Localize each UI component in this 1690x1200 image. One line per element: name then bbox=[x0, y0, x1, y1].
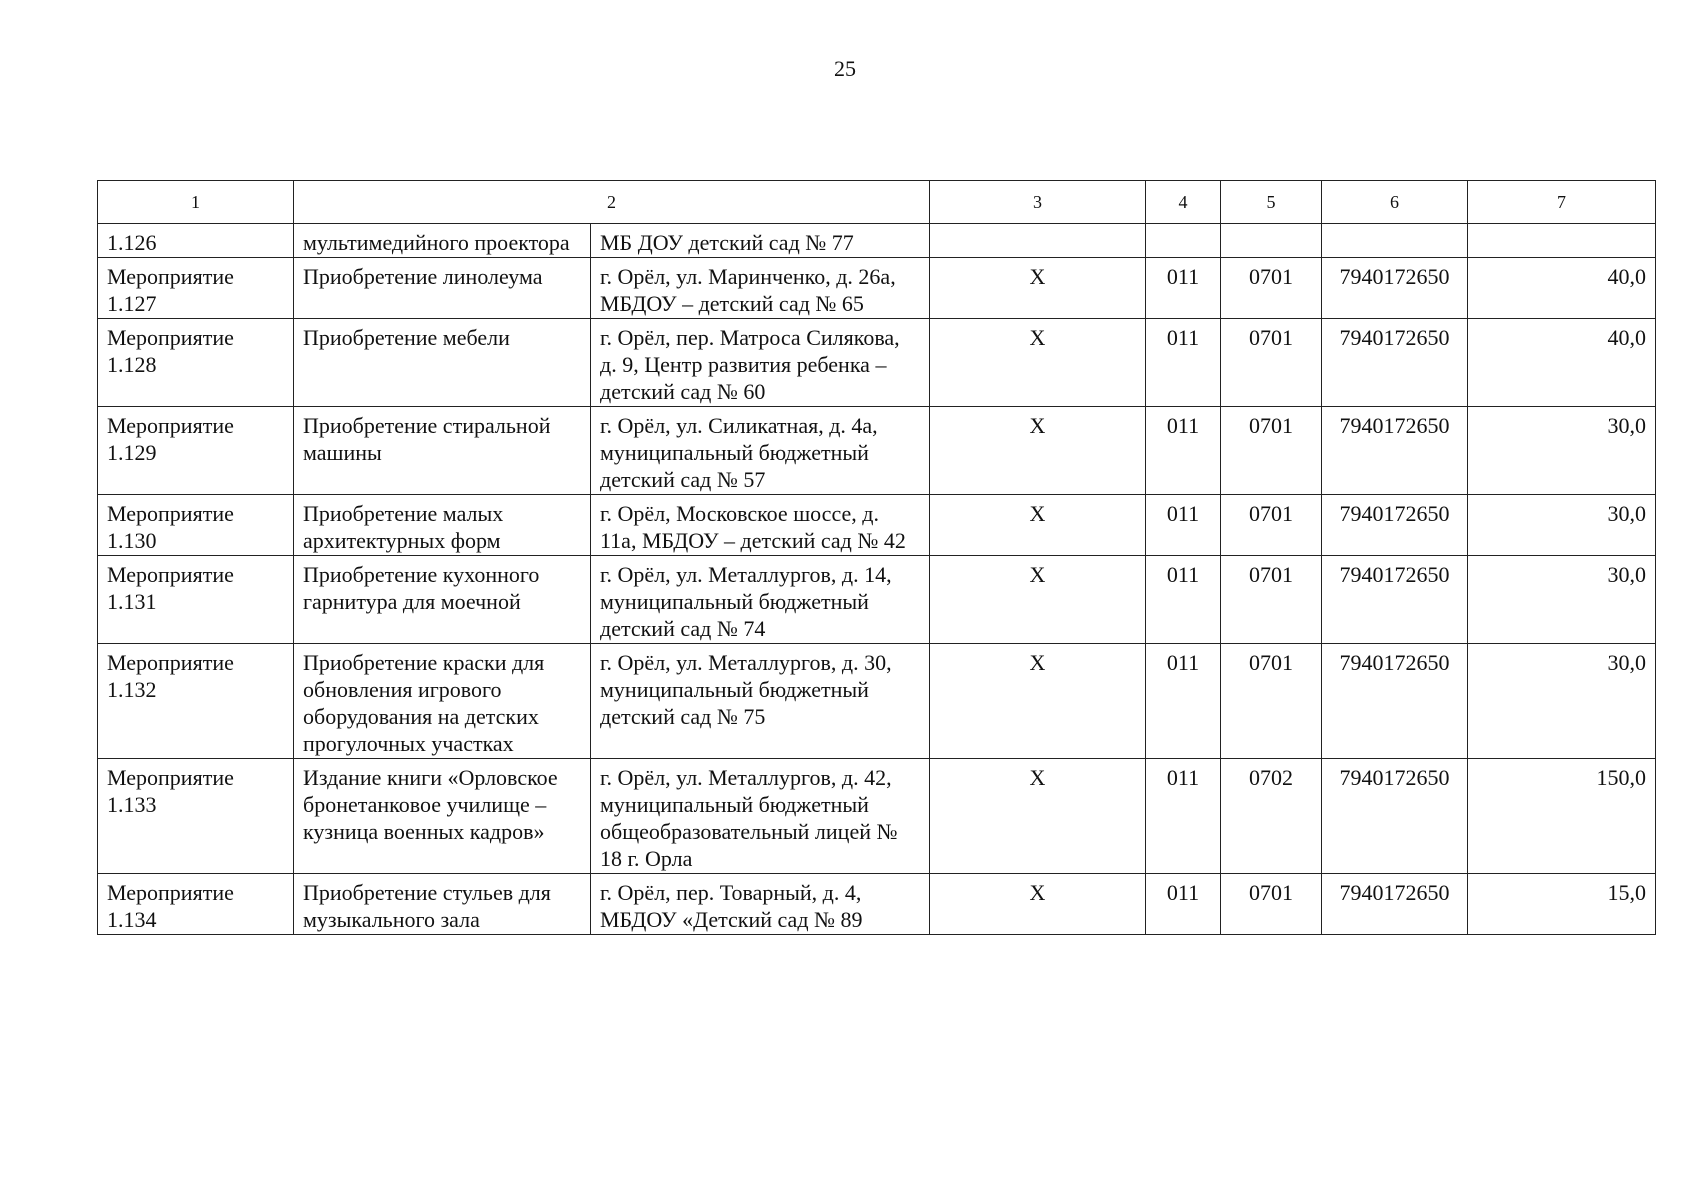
page-number: 25 bbox=[834, 56, 856, 81]
col-3-cell: Х bbox=[930, 258, 1146, 319]
col-5-cell: 0701 bbox=[1221, 644, 1322, 759]
activity-name: Издание книги «Орловское бронетанковое училище – кузница военных кадров» bbox=[294, 759, 591, 874]
table-row bbox=[98, 224, 1656, 258]
col-5-cell: 0701 bbox=[1221, 495, 1322, 556]
col-7-cell: 30,0 bbox=[1468, 644, 1656, 759]
activity-address: г. Орёл, ул. Металлургов, д. 42, муниципальный бюджетный общеобразовательный лицей № 18 г. Орла bbox=[591, 759, 930, 874]
col-6-cell: 7940172650 bbox=[1322, 874, 1468, 935]
header-col-6: 6 bbox=[1322, 181, 1468, 224]
col-3-cell: Х bbox=[930, 759, 1146, 874]
table-row bbox=[98, 319, 1656, 407]
col-5-cell bbox=[1221, 224, 1322, 258]
col-3-cell: Х bbox=[930, 644, 1146, 759]
col-4-cell: 011 bbox=[1146, 644, 1221, 759]
table-row bbox=[98, 644, 1656, 759]
header-row bbox=[98, 181, 1656, 224]
col-3-cell: Х bbox=[930, 556, 1146, 644]
col-6-cell: 7940172650 bbox=[1322, 495, 1468, 556]
col-7-cell: 15,0 bbox=[1468, 874, 1656, 935]
activity-name: мультимедийного проектора bbox=[294, 224, 591, 258]
col-7-cell: 40,0 bbox=[1468, 258, 1656, 319]
col-5-cell: 0701 bbox=[1221, 874, 1322, 935]
col-5-cell: 0701 bbox=[1221, 319, 1322, 407]
activity-name: Приобретение кухонного гарнитура для моечной bbox=[294, 556, 591, 644]
col-7-cell: 30,0 bbox=[1468, 407, 1656, 495]
activity-name: Приобретение краски для обновления игрового оборудования на детских прогулочных участках bbox=[294, 644, 591, 759]
col-7-cell: 30,0 bbox=[1468, 556, 1656, 644]
activity-id: Мероприятие 1.130 bbox=[98, 495, 294, 556]
col-3-cell: Х bbox=[930, 495, 1146, 556]
table-row bbox=[98, 556, 1656, 644]
col-5-cell: 0702 bbox=[1221, 759, 1322, 874]
col-6-cell: 7940172650 bbox=[1322, 759, 1468, 874]
activity-address: г. Орёл, ул. Металлургов, д. 30, муниципальный бюджетный детский сад № 75 bbox=[591, 644, 930, 759]
header-col-2: 2 bbox=[294, 181, 930, 224]
table-row bbox=[98, 258, 1656, 319]
activity-address: г. Орёл, пер. Матроса Силякова, д. 9, Центр развития ребенка – детский сад № 60 bbox=[591, 319, 930, 407]
col-6-cell: 7940172650 bbox=[1322, 644, 1468, 759]
col-4-cell: 011 bbox=[1146, 874, 1221, 935]
activity-id: Мероприятие 1.129 bbox=[98, 407, 294, 495]
header-col-3: 3 bbox=[930, 181, 1146, 224]
col-6-cell: 7940172650 bbox=[1322, 258, 1468, 319]
col-4-cell: 011 bbox=[1146, 495, 1221, 556]
col-4-cell: 011 bbox=[1146, 556, 1221, 644]
activity-id: Мероприятие 1.127 bbox=[98, 258, 294, 319]
activity-address: г. Орёл, пер. Товарный, д. 4, МБДОУ «Детский сад № 89 bbox=[591, 874, 930, 935]
col-4-cell bbox=[1146, 224, 1221, 258]
col-7-cell bbox=[1468, 224, 1656, 258]
table-row bbox=[98, 407, 1656, 495]
activity-name: Приобретение стиральной машины bbox=[294, 407, 591, 495]
table-row bbox=[98, 874, 1656, 935]
col-6-cell: 7940172650 bbox=[1322, 319, 1468, 407]
col-3-cell bbox=[930, 224, 1146, 258]
header-col-1: 1 bbox=[98, 181, 294, 224]
col-7-cell: 40,0 bbox=[1468, 319, 1656, 407]
activity-name: Приобретение линолеума bbox=[294, 258, 591, 319]
activity-id: Мероприятие 1.134 bbox=[98, 874, 294, 935]
col-7-cell: 150,0 bbox=[1468, 759, 1656, 874]
table-row bbox=[98, 759, 1656, 874]
activity-name: Приобретение малых архитектурных форм bbox=[294, 495, 591, 556]
col-3-cell: Х bbox=[930, 874, 1146, 935]
col-5-cell: 0701 bbox=[1221, 556, 1322, 644]
activity-name: Приобретение стульев для музыкального зала bbox=[294, 874, 591, 935]
activity-address: г. Орёл, Московское шоссе, д. 11а, МБДОУ – детский сад № 42 bbox=[591, 495, 930, 556]
col-3-cell: Х bbox=[930, 319, 1146, 407]
col-7-cell: 30,0 bbox=[1468, 495, 1656, 556]
col-4-cell: 011 bbox=[1146, 258, 1221, 319]
col-3-cell: Х bbox=[930, 407, 1146, 495]
activity-address: г. Орёл, ул. Силикатная, д. 4а, муниципальный бюджетный детский сад № 57 bbox=[591, 407, 930, 495]
activity-id: 1.126 bbox=[98, 224, 294, 258]
col-5-cell: 0701 bbox=[1221, 407, 1322, 495]
col-6-cell bbox=[1322, 224, 1468, 258]
header-col-5: 5 bbox=[1221, 181, 1322, 224]
activities-table bbox=[97, 180, 1656, 935]
activity-address: г. Орёл, ул. Металлургов, д. 14, муниципальный бюджетный детский сад № 74 bbox=[591, 556, 930, 644]
col-4-cell: 011 bbox=[1146, 407, 1221, 495]
header-col-4: 4 bbox=[1146, 181, 1221, 224]
activity-id: Мероприятие 1.131 bbox=[98, 556, 294, 644]
col-6-cell: 7940172650 bbox=[1322, 407, 1468, 495]
col-6-cell: 7940172650 bbox=[1322, 556, 1468, 644]
table-row bbox=[98, 495, 1656, 556]
activity-address: г. Орёл, ул. Маринченко, д. 26а, МБДОУ – детский сад № 65 bbox=[591, 258, 930, 319]
header-col-7: 7 bbox=[1468, 181, 1656, 224]
col-4-cell: 011 bbox=[1146, 759, 1221, 874]
activity-address: МБ ДОУ детский сад № 77 bbox=[591, 224, 930, 258]
activity-id: Мероприятие 1.132 bbox=[98, 644, 294, 759]
col-5-cell: 0701 bbox=[1221, 258, 1322, 319]
activity-id: Мероприятие 1.128 bbox=[98, 319, 294, 407]
activity-id: Мероприятие 1.133 bbox=[98, 759, 294, 874]
col-4-cell: 011 bbox=[1146, 319, 1221, 407]
activity-name: Приобретение мебели bbox=[294, 319, 591, 407]
